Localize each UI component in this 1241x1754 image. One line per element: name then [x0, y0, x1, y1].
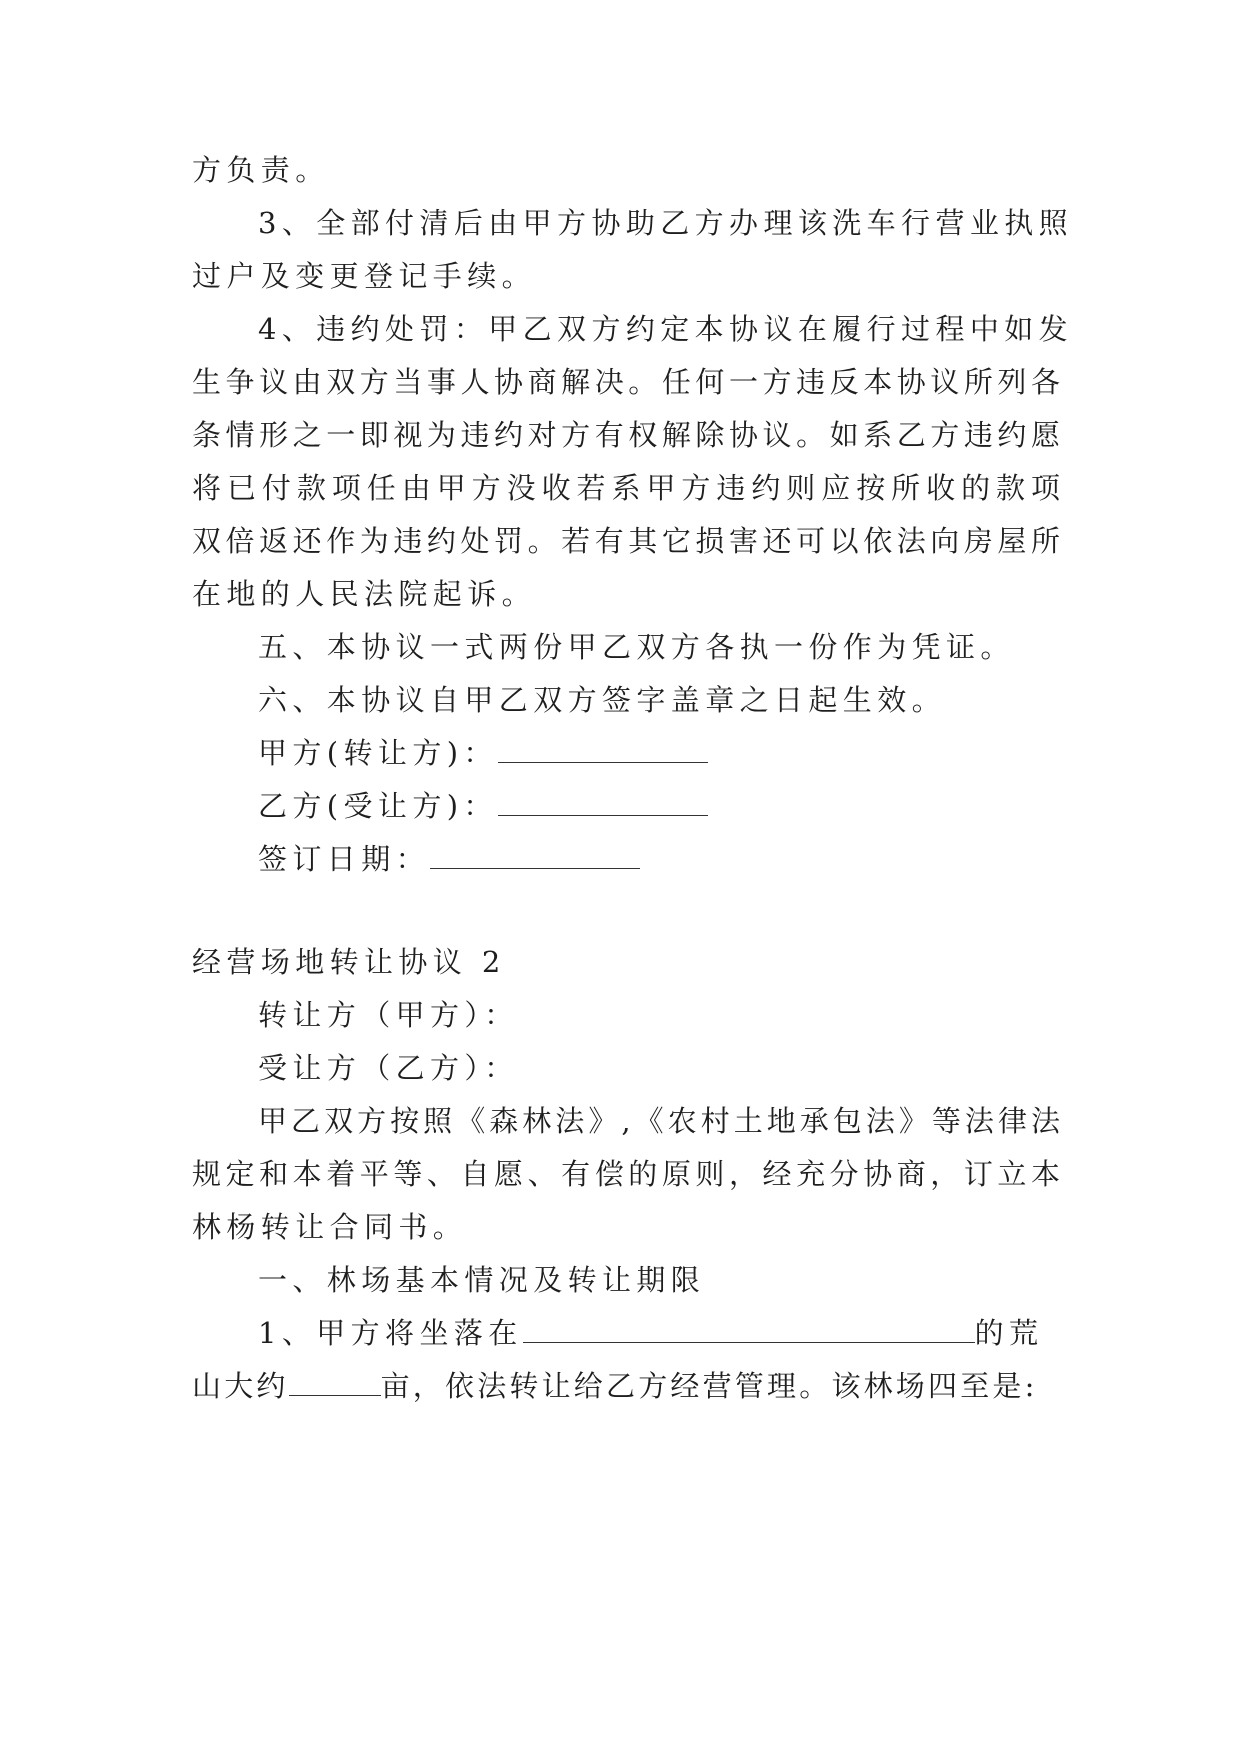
clause-1-text-a: 1、甲方将坐落在 [258, 1316, 523, 1350]
signature-party-b-blank[interactable] [498, 814, 708, 816]
signature-party-a-blank[interactable] [498, 761, 708, 763]
clause-1-text-b: 的荒 [974, 1316, 1044, 1350]
signing-date [258, 839, 640, 879]
transferee-line: 受让方（乙方）： [258, 1051, 519, 1085]
signature-party-b-label: 乙方(受让方)： [258, 789, 498, 823]
paragraph-line: 方负责。 [192, 153, 330, 187]
clause-3: 3、全部付清后由甲方协助乙方办理该洗车行营业执照 [258, 206, 1074, 240]
intro-paragraph: 甲乙双方按照《森林法》,《农村土地承包法》等法律法 [258, 1104, 1060, 1138]
clause-five: 五、本协议一式两份甲乙双方各执一份作为凭证。 [258, 630, 1015, 664]
transferor-line: 转让方（甲方）： [258, 998, 519, 1032]
location-blank[interactable] [523, 1341, 975, 1343]
signing-date-label: 签订日期： [258, 842, 431, 876]
paragraph-line: 将已付款项任由甲方没收若系甲方违约则应按所收的款项 [192, 471, 1060, 505]
clause-1 [258, 1313, 1043, 1353]
paragraph-line: 规定和本着平等、自愿、有偿的原则，经充分协商，订立本 [192, 1157, 1060, 1191]
section-title: 经营场地转让协议 2 [192, 945, 506, 979]
clause-4: 4、违约处罚：甲乙双方约定本协议在履行过程中如发 [258, 312, 1074, 346]
signature-party-a [258, 733, 708, 773]
paragraph-line: 双倍返还作为违约处罚。若有其它损害还可以依法向房屋所 [192, 524, 1060, 558]
paragraph-line: 生争议由双方当事人协商解决。任何一方违反本协议所列各 [192, 365, 1060, 399]
section-heading-1: 一、林场基本情况及转让期限 [258, 1263, 706, 1297]
signature-party-b [258, 786, 708, 826]
clause-1-text-c: 山大约 [192, 1369, 289, 1403]
paragraph-line: 林杨转让合同书。 [192, 1210, 468, 1244]
paragraph-line: 过户及变更登记手续。 [192, 259, 537, 293]
clause-six: 六、本协议自甲乙双方签字盖章之日起生效。 [258, 683, 947, 717]
area-blank[interactable] [289, 1394, 381, 1396]
paragraph-line: 条情形之一即视为违约对方有权解除协议。如系乙方违约愿 [192, 418, 1060, 452]
clause-1-text-d: 亩，依法转让给乙方经营管理。该林场四至是: [380, 1369, 1038, 1403]
signature-party-a-label: 甲方(转让方)： [258, 736, 498, 770]
clause-1-continued [192, 1366, 1038, 1406]
paragraph-line: 在地的人民法院起诉。 [192, 577, 537, 611]
signing-date-blank[interactable] [430, 867, 640, 869]
